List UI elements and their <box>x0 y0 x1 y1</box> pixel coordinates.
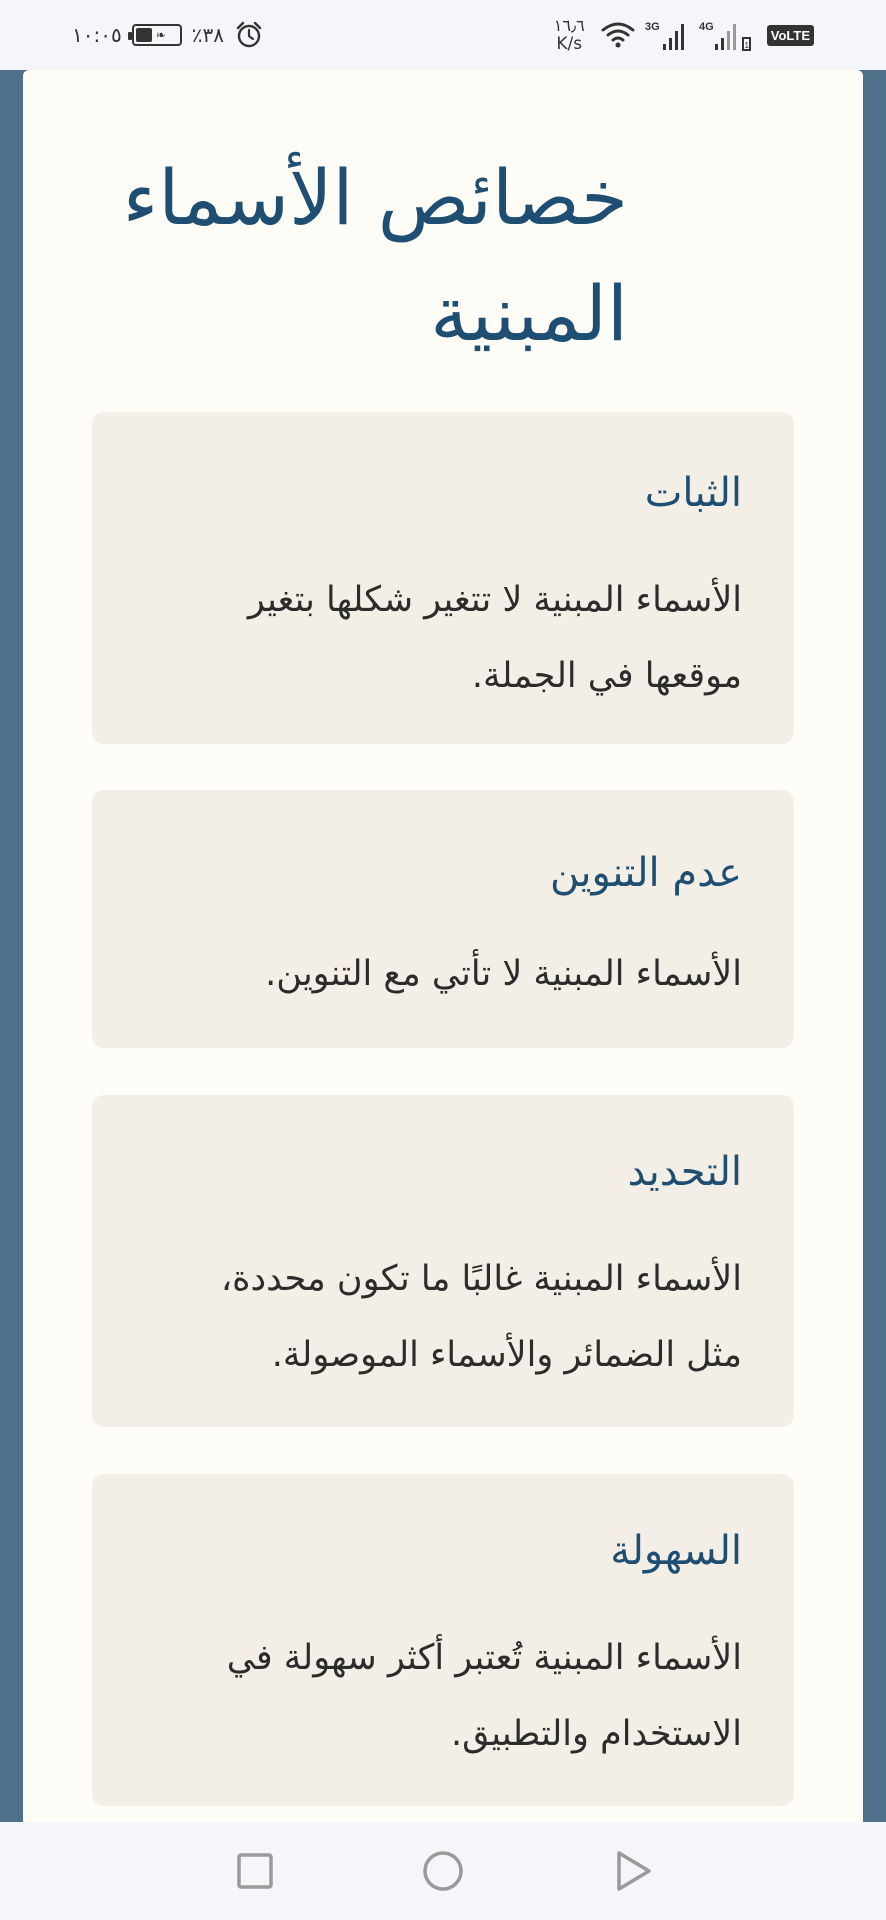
svg-text:1: 1 <box>744 41 749 50</box>
status-left <box>72 18 264 52</box>
signal-3g-icon <box>645 18 689 52</box>
card-text: الأسماء المبنية لا تتغير شكلها بتغير موقعها في الجملة. <box>247 580 742 696</box>
card-text: الأسماء المبنية غالبًا ما تكون محددة، مثل الضمائر والأسماء الموصولة. <box>220 1259 742 1375</box>
card-title: التحديد <box>627 1149 742 1195</box>
home-button[interactable] <box>420 1848 466 1894</box>
navigation-bar <box>0 1822 886 1920</box>
card-title: عدم التنوين <box>549 850 742 896</box>
svg-text:3G: 3G <box>644 21 660 33</box>
card-no-tanween <box>92 790 794 1048</box>
status-bar <box>0 0 886 70</box>
network-speed-value: ١٦٫٦ <box>553 16 585 35</box>
recents-icon <box>235 1851 275 1891</box>
battery-icon: ❧ <box>132 24 182 46</box>
card-stability <box>92 412 794 744</box>
status-right <box>554 12 814 58</box>
alarm-clock-icon <box>234 20 264 50</box>
home-icon <box>421 1849 465 1893</box>
network-speed <box>554 17 585 53</box>
wifi-icon <box>601 20 635 50</box>
card-title: الثبات <box>644 470 742 516</box>
network-speed-unit: K/s <box>556 34 583 54</box>
clock: ١٠:٠٥ <box>72 23 122 47</box>
card-text: الأسماء المبنية لا تأتي مع التنوين. <box>265 954 742 994</box>
back-icon <box>613 1849 653 1893</box>
page-title: خصائص الأسماء المبنية <box>122 153 628 358</box>
card-definiteness <box>92 1095 794 1427</box>
battery-percent: ٪٣٨ <box>191 23 224 47</box>
card-title: السهولة <box>610 1528 742 1574</box>
signal-4g-icon <box>699 18 757 52</box>
svg-text:4G: 4G <box>698 21 714 33</box>
card-text: الأسماء المبنية تُعتبر أكثر سهولة في الاستخدام والتطبيق. <box>226 1638 742 1754</box>
card-ease <box>92 1474 794 1806</box>
volte-badge: VoLTE <box>767 25 814 46</box>
recents-button[interactable] <box>232 1848 278 1894</box>
back-button[interactable] <box>610 1848 656 1894</box>
